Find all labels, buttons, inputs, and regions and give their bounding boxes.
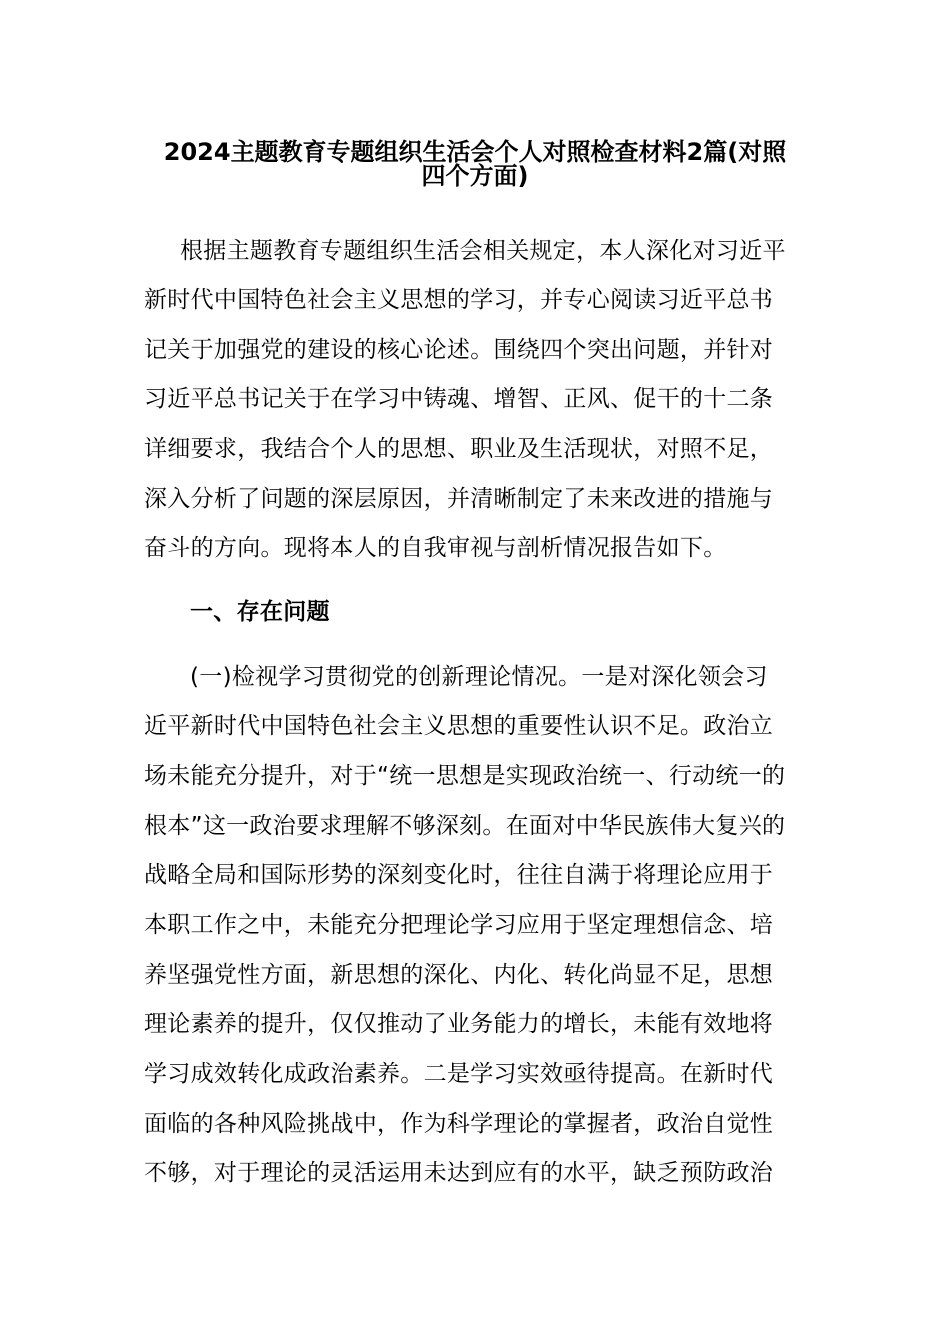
intro-paragraph-line: 新时代中国特色社会主义思想的学习，并专心阅读习近平总书	[144, 287, 774, 313]
intro-paragraph-line: 深入分析了问题的深层原因，并清晰制定了未来改进的措施与	[144, 486, 774, 512]
body-paragraph-line: 战略全局和国际形势的深刻变化时，往往自满于将理论应用于	[144, 862, 774, 888]
body-paragraph-line: 根本”这一政治要求理解不够深刻。在面对中华民族伟大复兴的	[144, 813, 786, 839]
document-title-line-1: 2024主题教育专题组织生活会个人对照检查材料2篇(对照	[163, 138, 787, 166]
body-paragraph-line: 场未能充分提升，对于“统一思想是实现政治统一、行动统一的	[144, 763, 786, 789]
intro-paragraph-line: 习近平总书记关于在学习中铸魂、增智、正风、促干的十二条	[144, 386, 774, 412]
body-paragraph-line: 不够，对于理论的灵活运用未达到应有的水平，缺乏预防政治	[144, 1160, 774, 1186]
intro-paragraph-line: 奋斗的方向。现将本人的自我审视与剖析情况报告如下。	[144, 535, 727, 561]
body-paragraph-line: 理论素养的提升，仅仅推动了业务能力的增长，未能有效地将	[144, 1011, 774, 1037]
intro-paragraph-line: 根据主题教育专题组织生活会相关规定，本人深化对习近平	[180, 238, 786, 264]
body-paragraph-line: 本职工作之中，未能充分把理论学习应用于坚定理想信念、培	[144, 912, 774, 938]
body-paragraph-line: 学习成效转化成政治素养。二是学习实效亟待提高。在新时代	[144, 1061, 774, 1087]
section-heading: 一、存在问题	[190, 599, 330, 625]
intro-paragraph-line: 详细要求，我结合个人的思想、职业及生活现状，对照不足，	[144, 436, 774, 462]
body-paragraph-line: 近平新时代中国特色社会主义思想的重要性认识不足。政治立	[144, 713, 774, 739]
body-paragraph-line: 养坚强党性方面，新思想的深化、内化、转化尚显不足，思想	[144, 962, 774, 988]
intro-paragraph-line: 记关于加强党的建设的核心论述。围绕四个突出问题，并针对	[144, 337, 774, 363]
body-paragraph-line: 面临的各种风险挑战中，作为科学理论的掌握者，政治自觉性	[144, 1111, 774, 1137]
body-paragraph-line: (一)检视学习贯彻党的创新理论情况。一是对深化领会习	[190, 664, 768, 690]
document-title-line-2: 四个方面)	[421, 162, 529, 190]
